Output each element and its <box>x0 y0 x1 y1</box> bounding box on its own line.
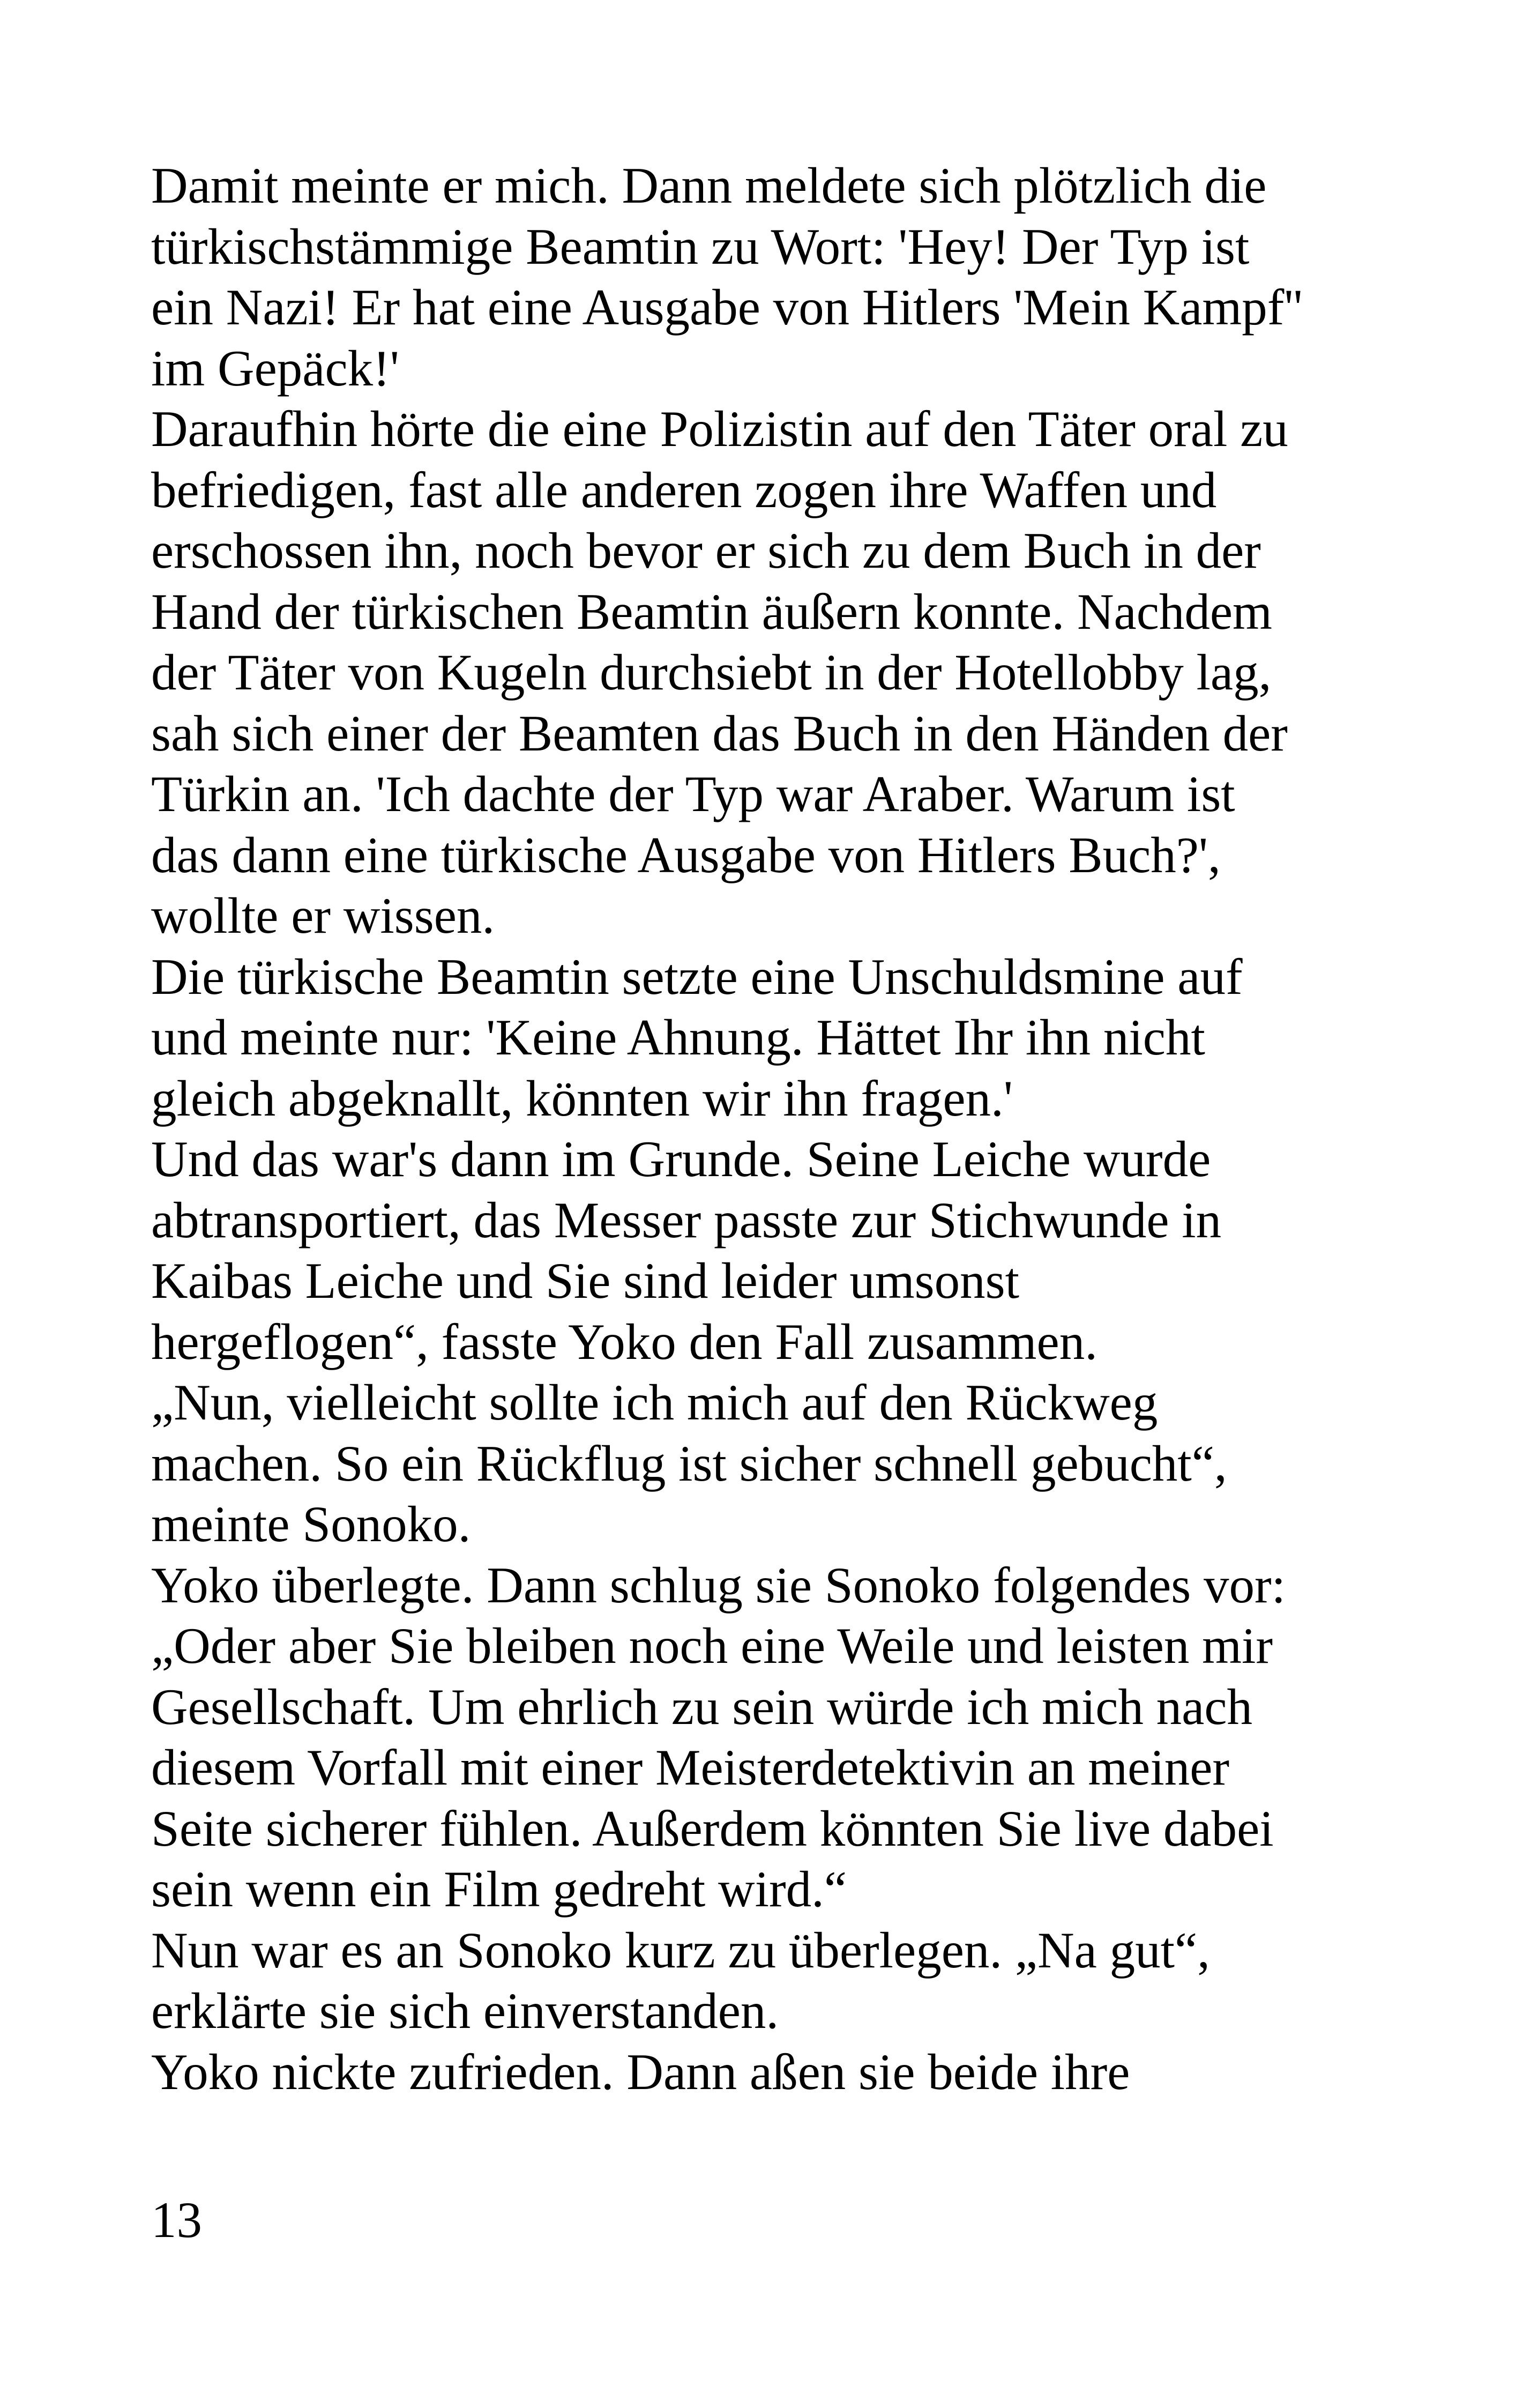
text-line: Yoko überlegte. Dann schlug sie Sonoko folgendes vor: <box>151 1556 1286 1614</box>
text-line: der Täter von Kugeln durchsiebt in der Hotellobby lag, <box>151 644 1272 701</box>
text-line: Türkin an. 'Ich dachte der Typ war Araber. Warum ist <box>151 765 1235 822</box>
body-text <box>151 155 1400 2102</box>
text-line: hergeflogen“, fasste Yoko den Fall zusammen. <box>151 1313 1098 1370</box>
text-line: im Gepäck!' <box>151 339 399 397</box>
text-line: Gesellschaft. Um ehrlich zu sein würde ich mich nach <box>151 1678 1252 1735</box>
text-line: meinte Sonoko. <box>151 1496 471 1552</box>
text-line: Seite sicherer fühlen. Außerdem könnten Sie live dabei <box>151 1800 1274 1857</box>
text-line: türkischstämmige Beamtin zu Wort: 'Hey! Der Typ ist <box>151 218 1250 275</box>
text-line: sah sich einer der Beamten das Buch in den Händen der <box>151 704 1288 762</box>
text-line: wollte er wissen. <box>151 887 495 944</box>
text-line: Und das war's dann im Grunde. Seine Leiche wurde <box>151 1131 1211 1187</box>
text-line: Yoko nickte zufrieden. Dann aßen sie beide ihre <box>151 2043 1130 2100</box>
text-line: sein wenn ein Film gedreht wird.“ <box>151 1861 847 1918</box>
text-line: „Nun, vielleicht sollte ich mich auf den Rückweg <box>151 1374 1158 1431</box>
text-line: erklärte sie sich einverstanden. <box>151 1982 779 2039</box>
text-line: das dann eine türkische Ausgabe von Hitlers Buch?', <box>151 826 1221 883</box>
text-line: machen. So ein Rückflug ist sicher schnell gebucht“, <box>151 1435 1227 1492</box>
text-line: Daraufhin hörte die eine Polizistin auf den Täter oral zu <box>151 400 1288 457</box>
text-line: gleich abgeknallt, könnten wir ihn fragen.' <box>151 1069 1013 1127</box>
text-line: Kaibas Leiche und Sie sind leider umsonst <box>151 1252 1019 1309</box>
text-line: Damit meinte er mich. Dann meldete sich plötzlich die <box>151 157 1267 214</box>
text-line: ein Nazi! Er hat eine Ausgabe von Hitlers 'Mein Kampf'' <box>151 279 1303 336</box>
text-line: „Oder aber Sie bleiben noch eine Weile und leisten mir <box>151 1617 1273 1674</box>
text-line: und meinte nur: 'Keine Ahnung. Hättet Ihr ihn nicht <box>151 1009 1205 1066</box>
text-line: Nun war es an Sonoko kurz zu überlegen. „Na gut“, <box>151 1921 1210 1979</box>
text-line: diesem Vorfall mit einer Meisterdetektivin an meiner <box>151 1739 1230 1796</box>
page-number: 13 <box>151 2191 202 2248</box>
text-line: befriedigen, fast alle anderen zogen ihre Waffen und <box>151 461 1217 518</box>
text-line: Die türkische Beamtin setzte eine Unschuldsmine auf <box>151 948 1243 1005</box>
text-line: abtransportiert, das Messer passte zur Stichwunde in <box>151 1191 1222 1248</box>
text-line: erschossen ihn, noch bevor er sich zu dem Buch in der <box>151 522 1261 579</box>
text-line: Hand der türkischen Beamtin äußern konnte. Nachdem <box>151 583 1272 640</box>
